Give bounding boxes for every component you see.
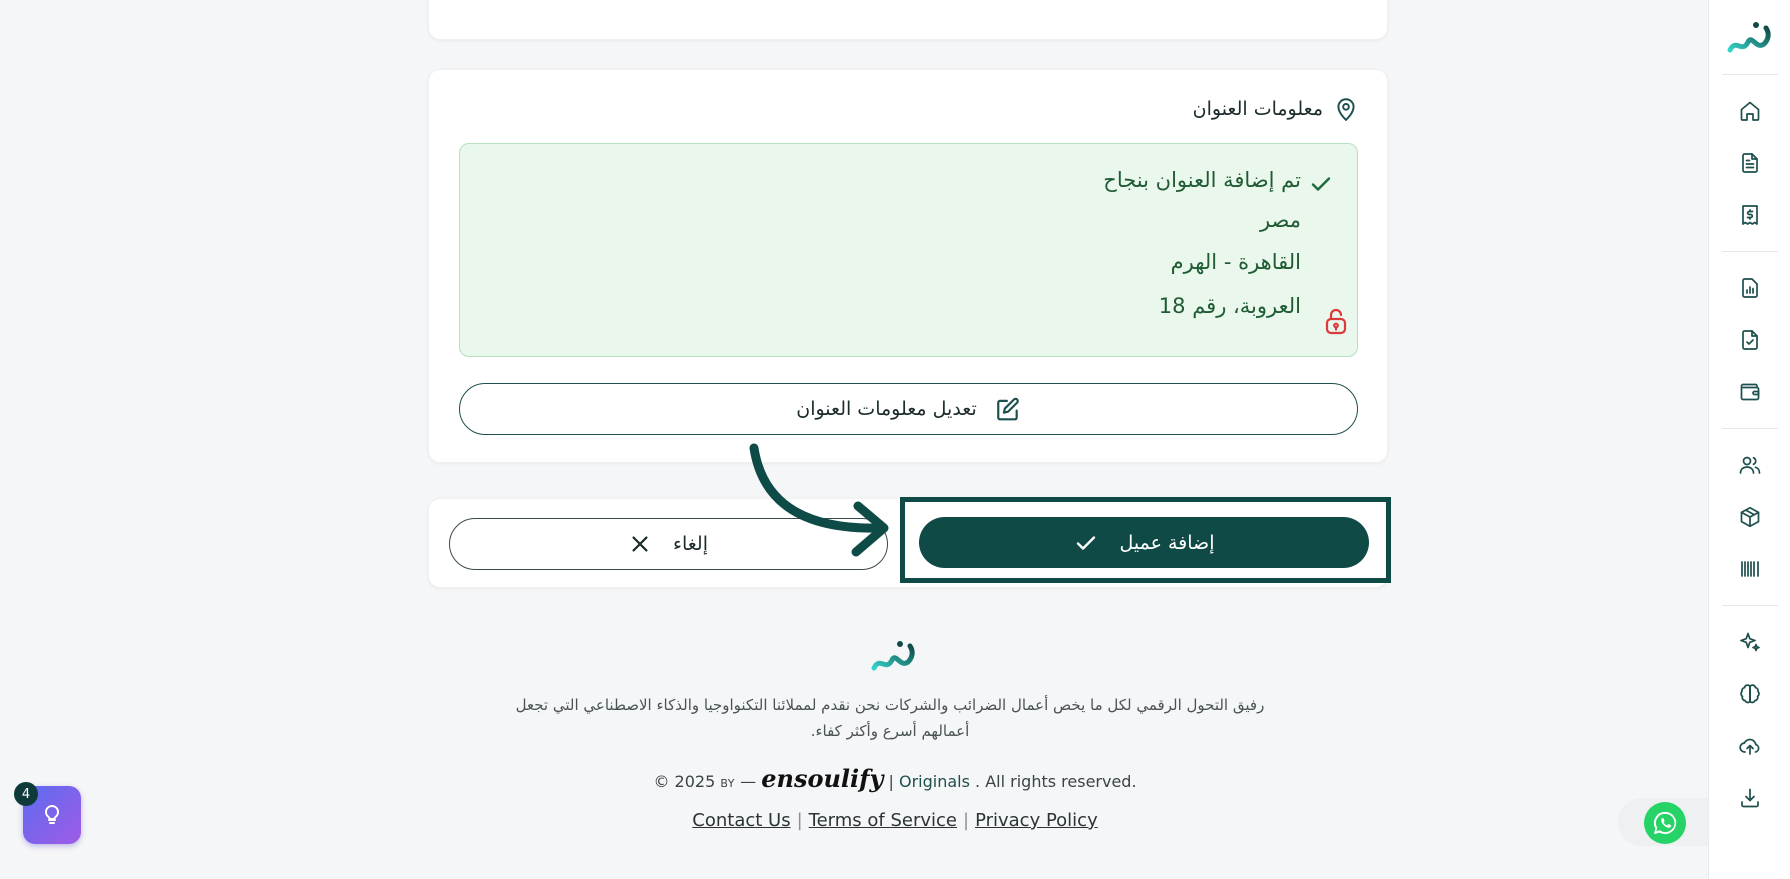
sidebar-item-ai-assistant[interactable] bbox=[1727, 619, 1773, 665]
sidebar-item-clients[interactable] bbox=[1727, 442, 1773, 488]
sidebar-group-ai bbox=[1727, 616, 1773, 824]
sidebar-item-approvals[interactable] bbox=[1727, 317, 1773, 363]
terms-of-service-link[interactable]: Terms of Service bbox=[808, 810, 957, 831]
sidebar-divider bbox=[1722, 251, 1778, 252]
check-icon bbox=[1309, 172, 1333, 196]
brain-icon bbox=[1738, 682, 1762, 706]
check-icon bbox=[1074, 531, 1098, 555]
add-client-button[interactable] bbox=[919, 517, 1369, 568]
sidebar-item-download[interactable] bbox=[1727, 775, 1773, 821]
barcode-icon bbox=[1738, 557, 1762, 581]
contact-us-link[interactable]: Contact Us bbox=[692, 810, 791, 831]
close-icon bbox=[629, 533, 651, 555]
edit-address-label: تعديل معلومات العنوان bbox=[796, 398, 977, 420]
address-city-area: القاهرة - الهرم bbox=[1170, 250, 1301, 274]
sidebar-item-home[interactable] bbox=[1727, 88, 1773, 134]
tips-count-badge: 4 bbox=[14, 782, 38, 806]
unlock-icon[interactable] bbox=[1323, 306, 1349, 336]
sidebar-item-products[interactable] bbox=[1727, 494, 1773, 540]
cancel-label: إلغاء bbox=[673, 533, 708, 555]
address-country: مصر bbox=[1259, 208, 1301, 232]
ensoulify-brand[interactable]: ensoulify bbox=[761, 764, 884, 793]
package-icon bbox=[1738, 505, 1762, 529]
copyright-rights: . All rights reserved. bbox=[975, 772, 1137, 791]
sidebar-group-finance bbox=[1727, 262, 1773, 418]
sidebar-item-upload[interactable] bbox=[1727, 723, 1773, 769]
cloud-upload-icon bbox=[1738, 734, 1762, 758]
brand-logo-icon[interactable] bbox=[1726, 18, 1774, 60]
link-separator: | bbox=[962, 810, 970, 831]
brand-logo-icon bbox=[870, 638, 918, 678]
sidebar-item-receipts[interactable] bbox=[1727, 192, 1773, 238]
address-street: العروبة، رقم 18 bbox=[1158, 294, 1301, 318]
wallet-icon bbox=[1738, 380, 1762, 404]
copyright-pipe: | bbox=[888, 772, 894, 791]
address-section-header bbox=[1193, 96, 1359, 122]
sidebar-item-barcodes[interactable] bbox=[1727, 546, 1773, 592]
document-icon bbox=[1738, 151, 1762, 175]
sidebar-item-reports[interactable] bbox=[1727, 265, 1773, 311]
lightbulb-icon bbox=[40, 803, 64, 827]
copyright-dash: — bbox=[740, 772, 757, 791]
file-check-icon bbox=[1738, 328, 1762, 352]
sidebar-divider bbox=[1722, 605, 1778, 606]
copyright-by: BY bbox=[720, 777, 736, 790]
whatsapp-icon bbox=[1651, 809, 1679, 837]
edit-address-button[interactable] bbox=[459, 383, 1358, 435]
annotation-arrow-icon bbox=[740, 440, 900, 565]
sidebar-group-main bbox=[1727, 85, 1773, 241]
sidebar-item-ai-brain[interactable] bbox=[1727, 671, 1773, 717]
address-info-card bbox=[428, 69, 1388, 463]
footer-description: رفيق التحول الرقمي لكل ما يخص أعمال الضرائب والشركات نحن نقدم لمملائنا التكنواوجيا والذكاء الاصطناعي التي تجعل أعمالهم أسرع وأكثر كفاء. bbox=[515, 696, 1265, 740]
download-icon bbox=[1738, 786, 1762, 810]
privacy-policy-link[interactable]: Privacy Policy bbox=[975, 810, 1098, 831]
report-chart-icon bbox=[1738, 276, 1762, 300]
sidebar-divider bbox=[1722, 74, 1778, 75]
address-success-box bbox=[459, 143, 1358, 357]
sidebar-group-clients bbox=[1727, 439, 1773, 595]
edit-pencil-icon bbox=[995, 396, 1021, 422]
home-icon bbox=[1738, 99, 1762, 123]
users-icon bbox=[1738, 453, 1762, 477]
originals-link[interactable]: Originals bbox=[899, 772, 970, 791]
sidebar-nav bbox=[1708, 0, 1790, 879]
sidebar-item-wallet[interactable] bbox=[1727, 369, 1773, 415]
map-pin-icon bbox=[1333, 96, 1359, 122]
copyright-line bbox=[600, 764, 1190, 793]
add-client-label: إضافة عميل bbox=[1119, 531, 1215, 554]
success-message: تم إضافة العنوان بنجاح bbox=[1103, 168, 1301, 192]
sidebar-item-documents[interactable] bbox=[1727, 140, 1773, 186]
link-separator: | bbox=[796, 810, 803, 831]
sidebar-divider bbox=[1722, 428, 1778, 429]
receipt-dollar-icon bbox=[1738, 203, 1762, 227]
sparkles-icon bbox=[1738, 630, 1762, 654]
copyright-prefix: © 2025 bbox=[653, 772, 716, 791]
whatsapp-button[interactable] bbox=[1644, 802, 1686, 844]
address-section-title: معلومات العنوان bbox=[1192, 98, 1323, 120]
previous-section-card bbox=[428, 0, 1388, 40]
footer-links bbox=[600, 810, 1190, 831]
